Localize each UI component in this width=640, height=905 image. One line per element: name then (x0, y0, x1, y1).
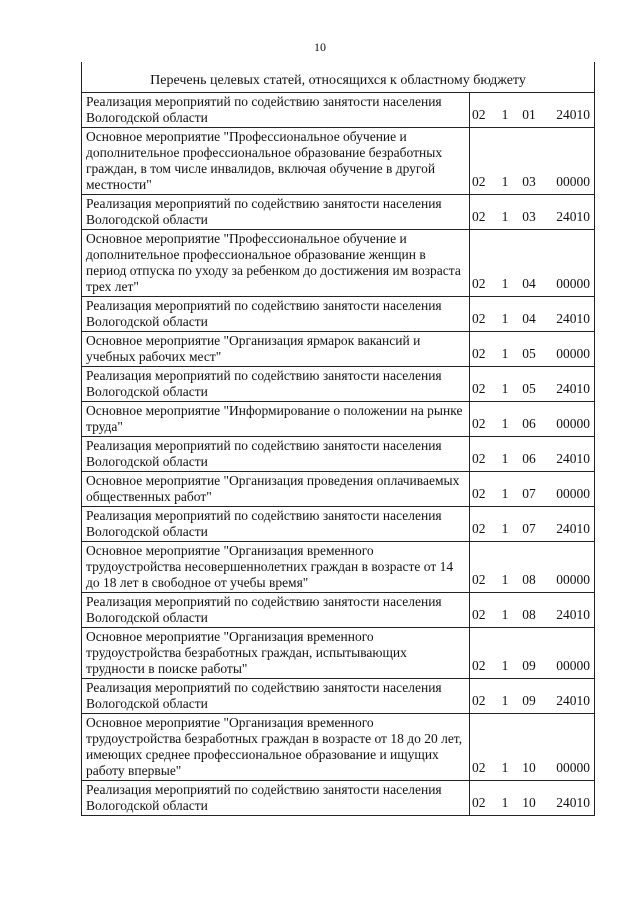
target-article-code (470, 628, 594, 678)
target-article-name: Реализация мероприятий по содействию занятости населения Вологодской области (82, 93, 470, 127)
table-row (81, 401, 595, 436)
target-article-name: Реализация мероприятий по содействию занятости населения Вологодской области (82, 297, 470, 331)
table-row (81, 471, 595, 506)
code-part: 07 (522, 521, 536, 536)
code-part: 04 (522, 276, 536, 291)
target-article-name: Реализация мероприятий по содействию занятости населения Вологодской области (82, 195, 470, 229)
code-part: 02 (472, 693, 486, 708)
code-part: 00000 (556, 572, 590, 587)
code-part: 03 (522, 209, 536, 224)
table-row (81, 678, 595, 713)
code-part: 02 (472, 607, 486, 622)
table-row (81, 331, 595, 366)
code-part: 00000 (556, 276, 590, 291)
code-part: 04 (522, 311, 536, 326)
target-article-code (470, 507, 594, 541)
code-part: 06 (522, 451, 536, 466)
target-article-code (470, 593, 594, 627)
code-part: 1 (501, 607, 509, 622)
target-article-code (470, 679, 594, 713)
code-part: 1 (501, 521, 509, 536)
target-article-code (470, 542, 594, 592)
table-row (81, 92, 595, 127)
code-part: 08 (522, 572, 536, 587)
code-part: 00000 (556, 760, 590, 775)
target-article-name: Реализация мероприятий по содействию занятости населения Вологодской области (82, 593, 470, 627)
target-article-name: Основное мероприятие "Организация временного трудоустройства несовершеннолетних граждан в возрасте от 14 до 18 лет в свободное от учебы время" (82, 542, 470, 592)
table-row (81, 592, 595, 627)
table-row (81, 713, 595, 780)
table-caption: Перечень целевых статей, относящихся к областному бюджету (81, 62, 595, 92)
code-part: 00000 (556, 346, 590, 361)
code-part: 07 (522, 486, 536, 501)
target-article-name: Основное мероприятие "Профессиональное обучение и дополнительное профессиональное образование женщин в период отпуска по уходу за ребенком до достижения им возраста трех лет" (82, 230, 470, 296)
code-part: 1 (501, 760, 509, 775)
target-article-name: Основное мероприятие "Организация временного трудоустройства безработных граждан в возрасте от 18 до 20 лет, имеющих среднее профессиональное образование и ищущих работу впервые" (82, 714, 470, 780)
target-article-code (470, 332, 594, 366)
table-row (81, 127, 595, 194)
target-article-name: Основное мероприятие "Профессиональное обучение и дополнительное профессиональное образование безработных граждан, в том числе инвалидов, включая обучение в другой местности" (82, 128, 470, 194)
table-row (81, 229, 595, 296)
code-part: 02 (472, 209, 486, 224)
code-part: 02 (472, 658, 486, 673)
table-row (81, 541, 595, 592)
code-part: 1 (501, 451, 509, 466)
code-part: 06 (522, 416, 536, 431)
code-part: 1 (501, 693, 509, 708)
code-part: 00000 (556, 416, 590, 431)
code-part: 05 (522, 381, 536, 396)
table-row (81, 194, 595, 229)
code-part: 24010 (556, 209, 590, 224)
page-number: 10 (314, 40, 326, 54)
table-row (81, 436, 595, 471)
target-article-name: Реализация мероприятий по содействию занятости населения Вологодской области (82, 367, 470, 401)
code-part: 1 (501, 572, 509, 587)
code-part: 02 (472, 381, 486, 396)
target-article-code (470, 195, 594, 229)
target-article-code (470, 472, 594, 506)
target-article-name: Основное мероприятие "Информирование о положении на рынке труда" (82, 402, 470, 436)
code-part: 02 (472, 276, 486, 291)
table-row (81, 780, 595, 816)
code-part: 24010 (556, 311, 590, 326)
target-article-name: Основное мероприятие "Организация проведения оплачиваемых общественных работ" (82, 472, 470, 506)
code-part: 02 (472, 346, 486, 361)
code-part: 1 (501, 381, 509, 396)
target-article-code (470, 781, 594, 815)
code-part: 02 (472, 107, 486, 122)
code-part: 24010 (556, 381, 590, 396)
code-part: 10 (522, 760, 536, 775)
target-article-name: Реализация мероприятий по содействию занятости населения Вологодской области (82, 507, 470, 541)
code-part: 02 (472, 486, 486, 501)
code-part: 1 (501, 346, 509, 361)
code-part: 02 (472, 521, 486, 536)
code-part: 1 (501, 174, 509, 189)
code-part: 00000 (556, 486, 590, 501)
code-part: 24010 (556, 607, 590, 622)
code-part: 08 (522, 607, 536, 622)
code-part: 1 (501, 795, 509, 810)
target-article-code (470, 297, 594, 331)
target-article-name: Реализация мероприятий по содействию занятости населения Вологодской области (82, 679, 470, 713)
target-article-name: Реализация мероприятий по содействию занятости населения Вологодской области (82, 437, 470, 471)
target-article-name: Основное мероприятие "Организация ярмарок вакансий и учебных рабочих мест" (82, 332, 470, 366)
code-part: 24010 (556, 107, 590, 122)
target-article-code (470, 367, 594, 401)
code-part: 02 (472, 174, 486, 189)
code-part: 1 (501, 311, 509, 326)
code-part: 09 (522, 658, 536, 673)
code-part: 03 (522, 174, 536, 189)
code-part: 1 (501, 416, 509, 431)
code-part: 1 (501, 107, 509, 122)
code-part: 24010 (556, 521, 590, 536)
code-part: 10 (522, 795, 536, 810)
code-part: 24010 (556, 795, 590, 810)
code-part: 02 (472, 311, 486, 326)
code-part: 24010 (556, 451, 590, 466)
code-part: 24010 (556, 693, 590, 708)
code-part: 05 (522, 346, 536, 361)
target-articles-table (81, 62, 595, 816)
code-part: 09 (522, 693, 536, 708)
target-article-code (470, 93, 594, 127)
table-row (81, 366, 595, 401)
code-part: 01 (522, 107, 536, 122)
target-article-name: Основное мероприятие "Организация временного трудоустройства безработных граждан, испытывающих трудности в поиске работы" (82, 628, 470, 678)
target-article-code (470, 230, 594, 296)
table-row (81, 296, 595, 331)
code-part: 00000 (556, 658, 590, 673)
code-part: 1 (501, 276, 509, 291)
target-article-code (470, 437, 594, 471)
target-article-code (470, 402, 594, 436)
table-body (81, 92, 595, 816)
code-part: 1 (501, 658, 509, 673)
table-row (81, 506, 595, 541)
code-part: 1 (501, 486, 509, 501)
target-article-code (470, 128, 594, 194)
code-part: 02 (472, 572, 486, 587)
code-part: 02 (472, 795, 486, 810)
code-part: 00000 (556, 174, 590, 189)
target-article-code (470, 714, 594, 780)
code-part: 02 (472, 416, 486, 431)
code-part: 1 (501, 209, 509, 224)
code-part: 02 (472, 451, 486, 466)
target-article-name: Реализация мероприятий по содействию занятости населения Вологодской области (82, 781, 470, 815)
table-row (81, 627, 595, 678)
code-part: 02 (472, 760, 486, 775)
